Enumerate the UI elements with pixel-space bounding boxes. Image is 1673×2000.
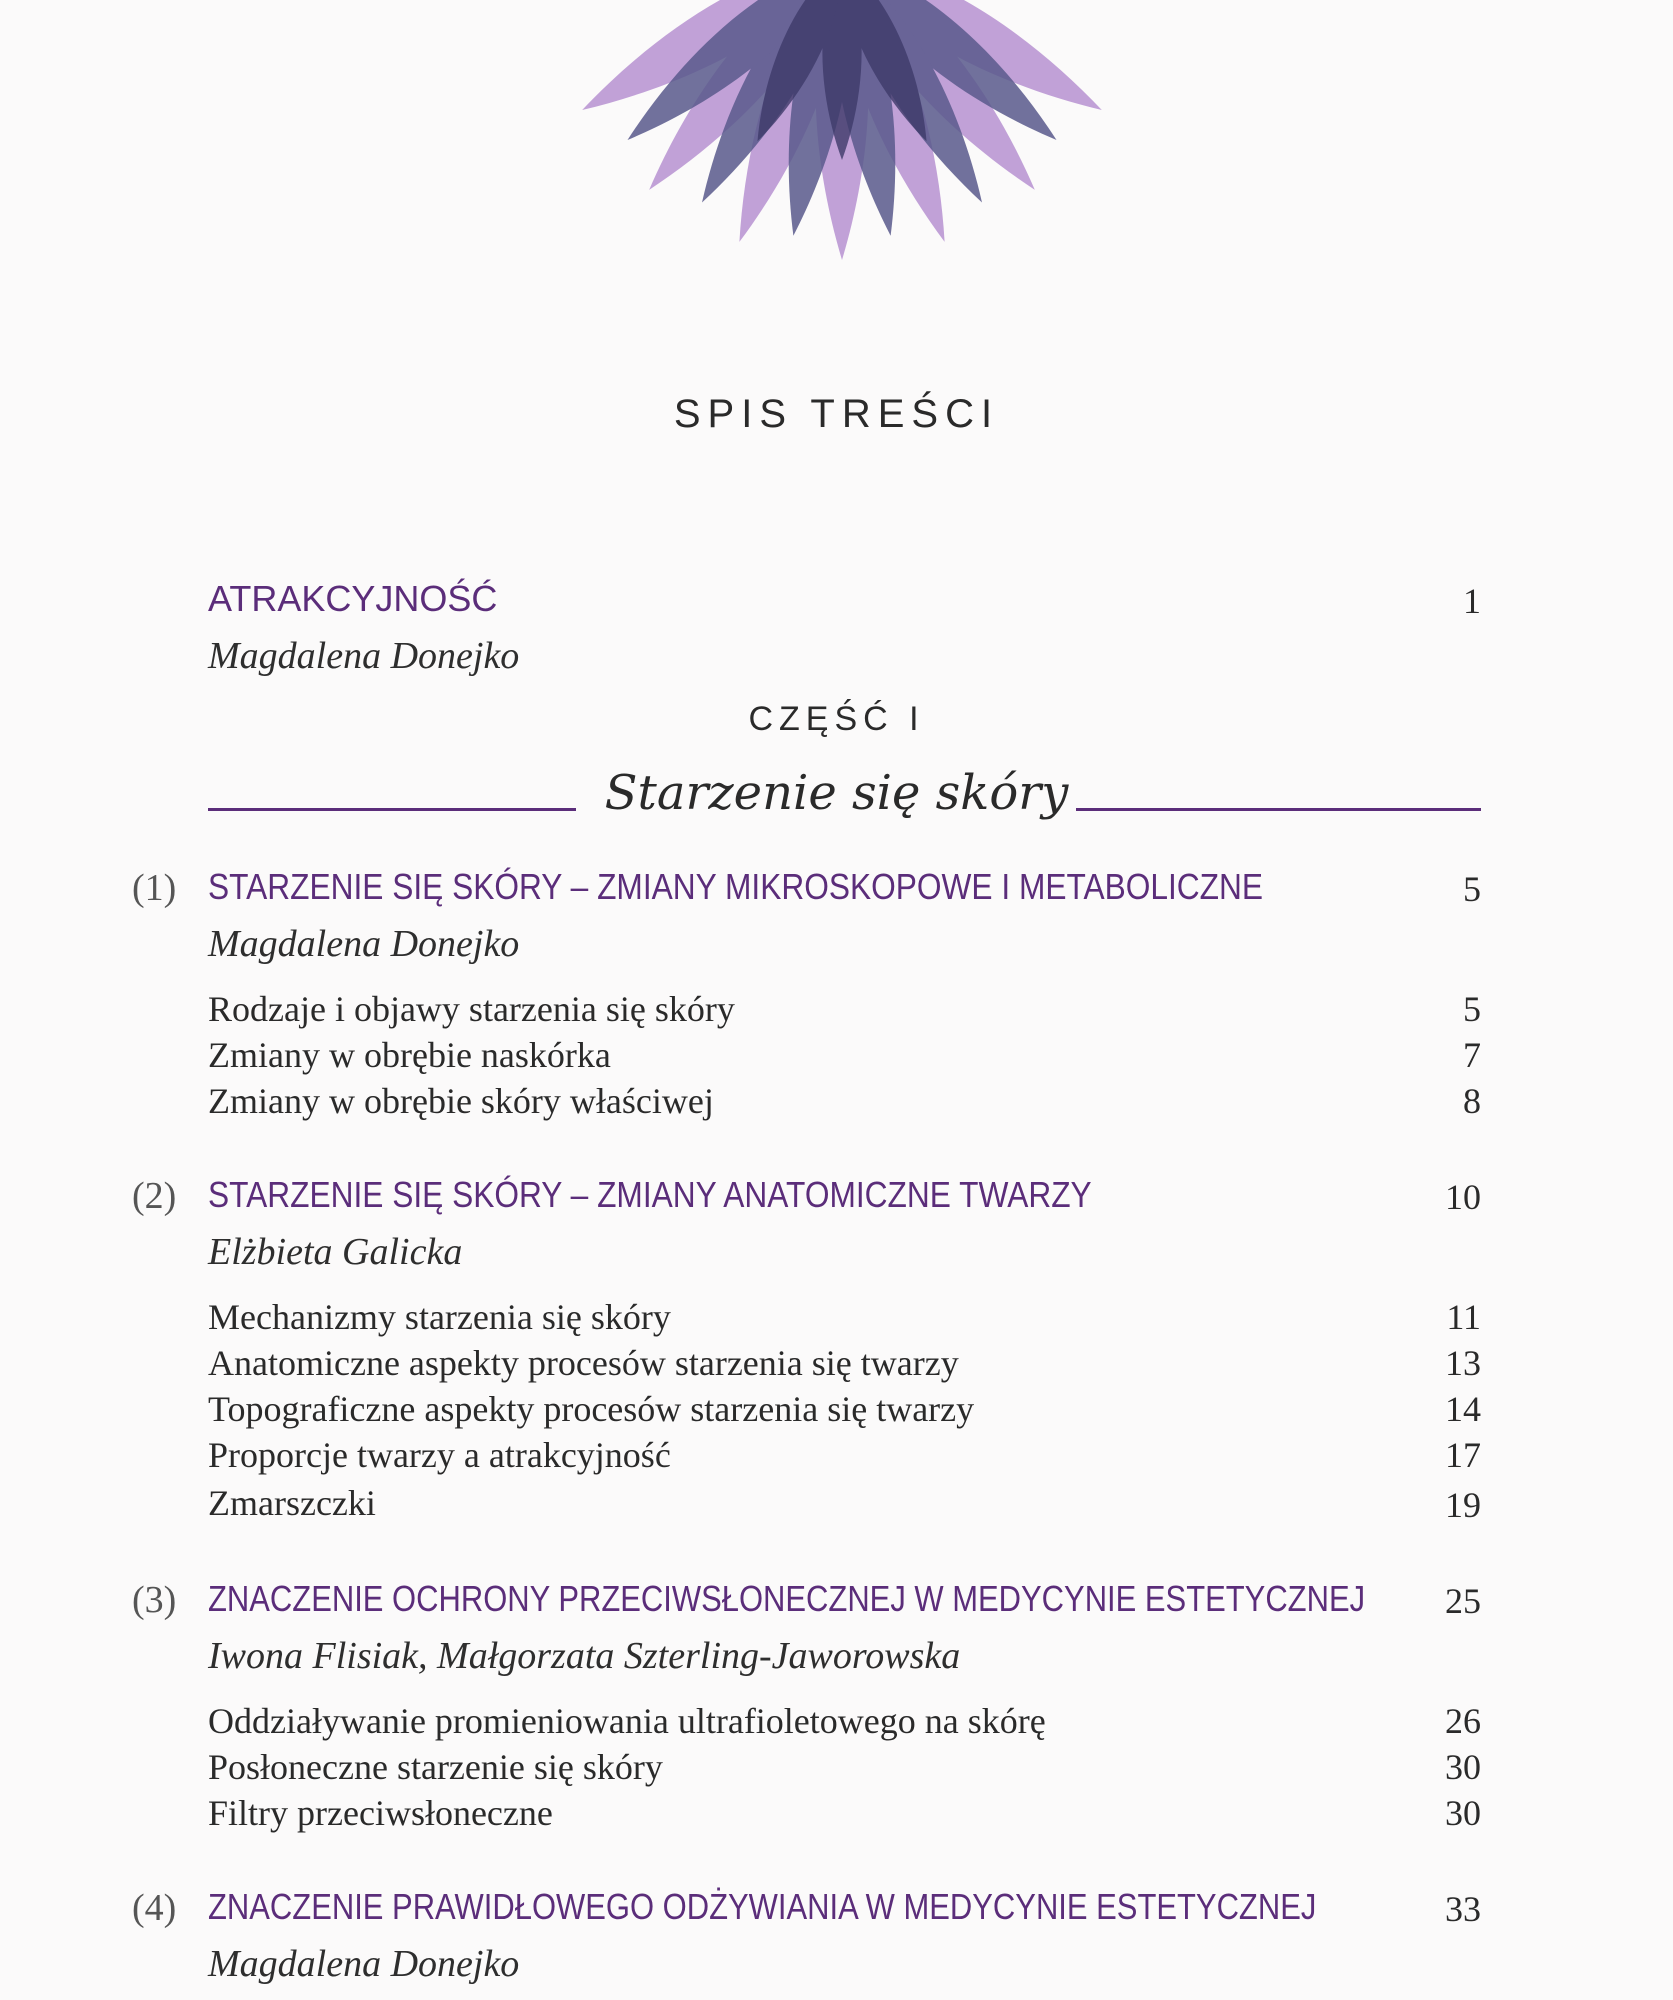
page-title: SPIS TREŚCI: [673, 392, 1000, 436]
section-page[interactable]: 30: [1445, 1747, 1481, 1787]
intro-page[interactable]: 1: [1463, 581, 1481, 621]
section-title[interactable]: Mechanizmy starzenia się skóry: [208, 1297, 671, 1337]
section-page[interactable]: 13: [1445, 1343, 1481, 1383]
section-page[interactable]: 30: [1445, 1793, 1481, 1833]
section-title[interactable]: Topograficzne aspekty procesów starzenia się twarzy: [208, 1389, 975, 1429]
part-label: CZĘŚĆ I: [748, 700, 925, 738]
intro-title[interactable]: ATRAKCYJNOŚĆ: [208, 578, 498, 619]
flower-illustration: [0, 0, 1673, 320]
section-page[interactable]: 7: [1463, 1035, 1481, 1075]
chapter-page[interactable]: 25: [1445, 1581, 1481, 1621]
section-title[interactable]: Oddziaływanie promieniowania ultrafioletowego na skórę: [208, 1701, 1046, 1741]
section-title[interactable]: Posłoneczne starzenie się skóry: [208, 1747, 663, 1787]
section-page[interactable]: 14: [1445, 1389, 1481, 1429]
chapter-page[interactable]: 10: [1445, 1177, 1481, 1217]
chapter-author: Iwona Flisiak, Małgorzata Szterling-Jaworowska: [208, 1635, 961, 1677]
part-rule-right: [1076, 808, 1481, 811]
chapter-title[interactable]: STARZENIE SIĘ SKÓRY – ZMIANY ANATOMICZNE TWARZY: [208, 1174, 1092, 1215]
section-title[interactable]: Proporcje twarzy a atrakcyjność: [208, 1435, 671, 1475]
chapter-author: Elżbieta Galicka: [208, 1231, 463, 1273]
section-title[interactable]: Anatomiczne aspekty procesów starzenia się twarzy: [208, 1343, 959, 1383]
chapter-number: (4): [132, 1887, 177, 1929]
section-page[interactable]: 8: [1463, 1081, 1481, 1121]
chapter-author: Magdalena Donejko: [208, 923, 520, 965]
section-page[interactable]: 11: [1446, 1297, 1481, 1337]
chapter-page[interactable]: 5: [1463, 869, 1481, 909]
chapter-title[interactable]: STARZENIE SIĘ SKÓRY – ZMIANY MIKROSKOPOWE I METABOLICZNE: [208, 866, 1264, 907]
chapter-author: Magdalena Donejko: [208, 1943, 520, 1985]
section-page[interactable]: 17: [1445, 1435, 1481, 1475]
section-title[interactable]: Rodzaje i objawy starzenia się skóry: [208, 989, 735, 1029]
section-page[interactable]: 26: [1445, 1701, 1481, 1741]
chapter-number: (3): [132, 1579, 177, 1621]
intro-author: Magdalena Donejko: [208, 635, 520, 677]
chapter-title[interactable]: ZNACZENIE OCHRONY PRZECIWSŁONECZNEJ W MEDYCYNIE ESTETYCZNEJ: [208, 1578, 1366, 1619]
chapter-title[interactable]: ZNACZENIE PRAWIDŁOWEGO ODŻYWIANIA W MEDYCYNIE ESTETYCZNEJ: [208, 1886, 1317, 1927]
part-title: Starzenie się skóry: [604, 765, 1069, 821]
section-title[interactable]: Zmiany w obrębie skóry właściwej: [208, 1081, 714, 1121]
section-title[interactable]: Zmarszczki: [208, 1483, 376, 1523]
section-page[interactable]: 19: [1445, 1485, 1481, 1525]
section-page[interactable]: 5: [1463, 989, 1481, 1029]
chapter-number: (2): [132, 1175, 177, 1217]
section-title[interactable]: Zmiany w obrębie naskórka: [208, 1035, 611, 1075]
chapter-number: (1): [132, 867, 177, 909]
chapter-page[interactable]: 33: [1445, 1889, 1481, 1929]
section-title[interactable]: Filtry przeciwsłoneczne: [208, 1793, 553, 1833]
